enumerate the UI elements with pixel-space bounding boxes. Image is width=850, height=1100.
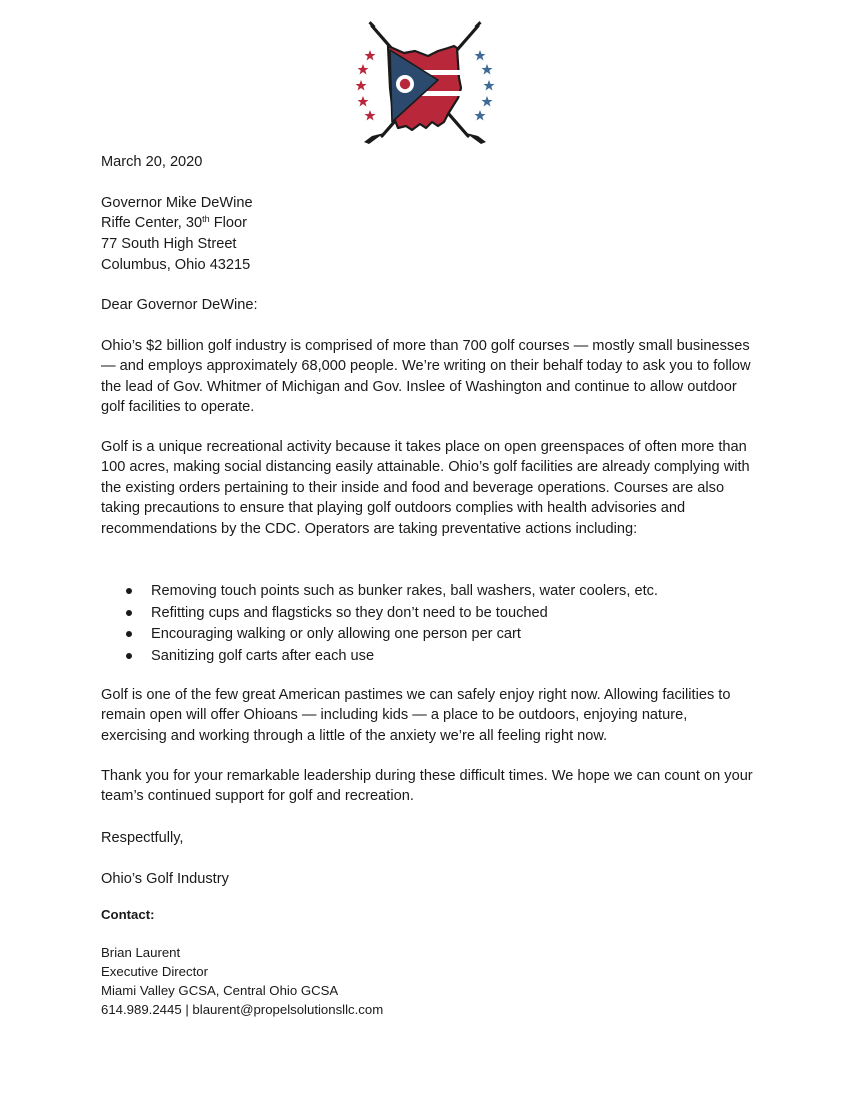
paragraph-precautions: Golf is a unique recreational activity because it takes place on open greenspaces of often more than 100 acres, making social distancing easily attainable. Ohio’s golf facilities are already complying with the existing orders pertaining to their inside and food and beverage operations. Courses are also taking precautions to ensure that playing golf outdoors complies with health advisories and recommendations by the CDC. Operators are taking preventative actions including: [101,439,750,537]
bullet-list [101,581,658,667]
floor-suffix: th [202,214,210,224]
recipient-street: 77 South High Street [101,236,237,252]
contact-title: Executive Director [101,964,209,979]
bullet-dot [126,631,132,637]
bullet-dot [126,653,132,659]
paragraph-pastimes: Golf is one of the few great American pastimes we can safely enjoy right now. Allowing facilities to remain open will offer Ohioans — including kids — a place to be outdoors, enjoying nature, exercising and working through a little of the anxiety we’re all feeling right now. [101,687,731,744]
ohio-golf-logo [350,18,500,166]
recipient-city: Columbus, Ohio 43215 [101,257,251,273]
bullet-text: Encouraging walking or only allowing one person per cart [151,626,521,642]
contact-name: Brian Laurent [101,945,181,960]
letter-date: March 20, 2020 [101,154,203,170]
signature: Ohio’s Golf Industry [101,871,229,887]
recipient-building [101,213,247,233]
closing: Respectfully, [101,830,184,846]
list-item [101,624,658,646]
list-item [101,603,658,625]
contact-org: Miami Valley GCSA, Central Ohio GCSA [101,983,339,998]
list-item [101,581,658,603]
bullet-dot [126,610,132,616]
bullet-text: Sanitizing golf carts after each use [151,647,375,664]
building-text: Riffe Center, 30 [101,215,203,231]
list-item [101,646,658,668]
salutation: Dear Governor DeWine: [101,297,258,313]
bullet-dot [126,588,132,594]
paragraph-thanks: Thank you for your remarkable leadership during these difficult times. We hope we can count on your team’s continued support for golf and recreation. [101,768,753,805]
bullet-text: Removing touch points such as bunker rakes, ball washers, water coolers, etc. [151,583,658,599]
recipient-name: Governor Mike DeWine [101,195,253,211]
bullet-text: Refitting cups and flagsticks so they don’t need to be touched [151,604,548,621]
paragraph-intro: Ohio’s $2 billion golf industry is comprised of more than 700 golf courses — mostly small businesses — and employs approximately 68,000 people. We’re writing on their behalf today to ask you to follow the lead of Gov. Whitmer of Michigan and Gov. Inslee of Washington and continue to allow outdoor golf facilities to operate. [101,338,751,416]
contact-phone-email: 614.989.2445 | blaurent@propelsolutionsllc.com [101,1002,384,1017]
floor-word: Floor [209,215,247,231]
contact-heading: Contact: [101,907,155,922]
